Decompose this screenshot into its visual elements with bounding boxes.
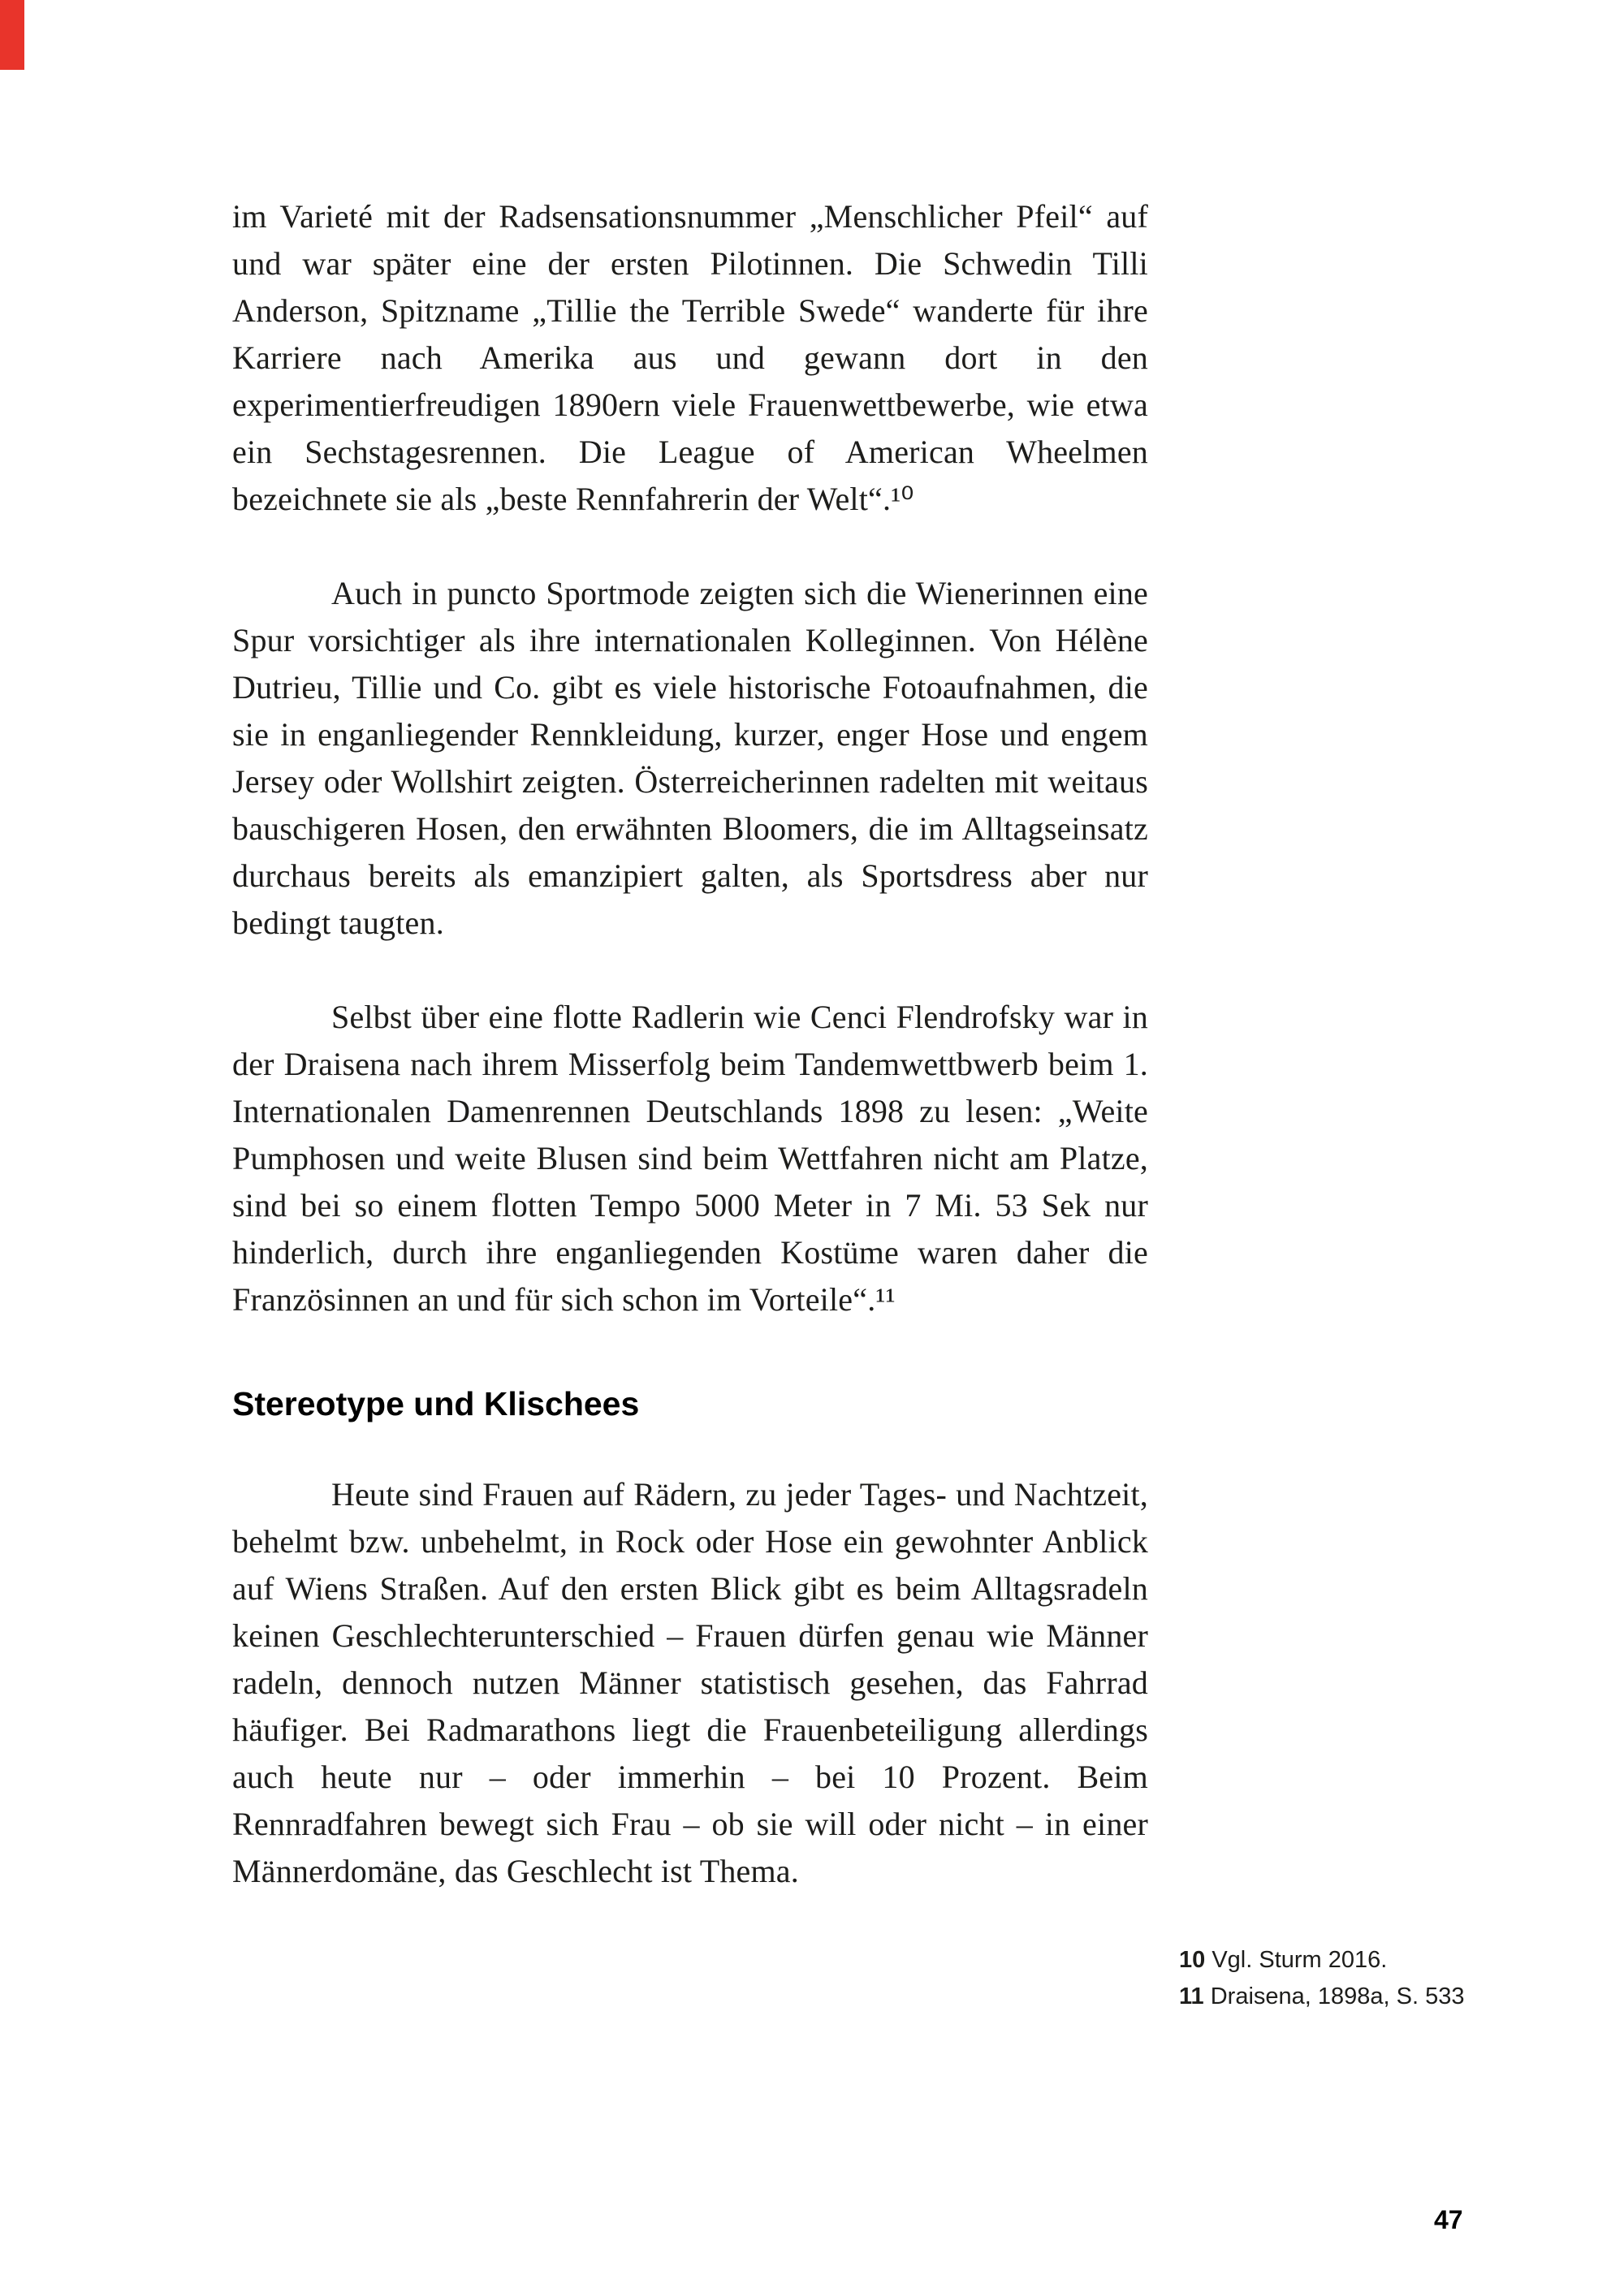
footnote (1179, 1979, 1465, 2015)
footnote-number: 10 (1179, 1947, 1206, 1973)
body-paragraph: im Varieté mit der Radsensationsnummer „Menschlicher Pfeil“ auf und war später eine der ersten Pilotinnen. Die Schwedin Tilli Anderson, Spitzname „Tillie the Terrible Swede“ wanderte für ihre Karriere nach Amerika aus und gewann dort in den experimentierfreudigen 1890ern viele Frauenwettbewerbe, wie etwa ein Sechstagesrennen. Die League of American Wheelmen bezeichnete sie als „beste Rennfahrerin der Welt“.¹⁰ (232, 198, 1148, 517)
footnote-text: Draisena, 1898a, S. 533 (1210, 1983, 1465, 2009)
body-paragraph: Auch in puncto Sportmode zeigten sich die Wienerinnen eine Spur vorsichtiger als ihre internationalen Kolleginnen. Von Hélène Dutrieu, Tillie und Co. gibt es viele historische Fotoaufnahmen, die sie in enganliegender Rennkleidung, kurzer, enger Hose und engem Jersey oder Wollshirt zeigten. Österreicherinnen radelten mit weitaus bauschigeren Hosen, den erwähnten Bloomers, die im Alltagseinsatz durchaus bereits als emanzipiert galten, als Sportsdress aber nur bedingt taugten. (232, 575, 1148, 941)
footnote (1179, 1942, 1465, 1979)
main-text-column (232, 193, 1148, 1942)
section-heading: Stereotype und Klischees (232, 1385, 640, 1422)
footnote-text: Vgl. Sturm 2016. (1212, 1947, 1388, 1973)
page-number: 47 (1434, 2205, 1463, 2234)
footnote-number: 11 (1179, 1983, 1204, 2009)
body-paragraph: Selbst über eine flotte Radlerin wie Cenci Flendrofsky war in der Draisena nach ihrem Misserfolg beim Tandemwettbwerb beim 1. Internationalen Damenrennen Deutschlands 1898 zu lesen: „Weite Pumphosen und weite Blusen sind beim Wettfahren nicht am Platze, sind bei so einem flotten Tempo 5000 Meter in 7 Mi. 53 Sek nur hinderlich, durch ihre enganliegenden Kostüme waren daher die Französinnen an und für sich schon im Vorteile“.¹¹ (232, 999, 1148, 1318)
red-accent-mark (0, 0, 24, 70)
body-paragraph: Heute sind Frauen auf Rädern, zu jeder Tages- und Nachtzeit, behelmt bzw. unbehelmt, in Rock oder Hose ein gewohnter Anblick auf Wiens Straßen. Auf den ersten Blick gibt es beim Alltagsradeln keinen Geschlechterunterschied – Frauen dürfen genau wie Männer radeln, dennoch nutzen Männer statistisch gesehen, das Fahrrad häufiger. Bei Radmarathons liegt die Frauenbeteiligung allerdings auch heute nur – oder immerhin – bei 10 Prozent. Beim Rennradfahren bewegt sich Frau – ob sie will oder nicht – in einer Männerdomäne, das Geschlecht ist Thema. (232, 1476, 1148, 1889)
footnotes-block (1179, 1942, 1465, 2015)
